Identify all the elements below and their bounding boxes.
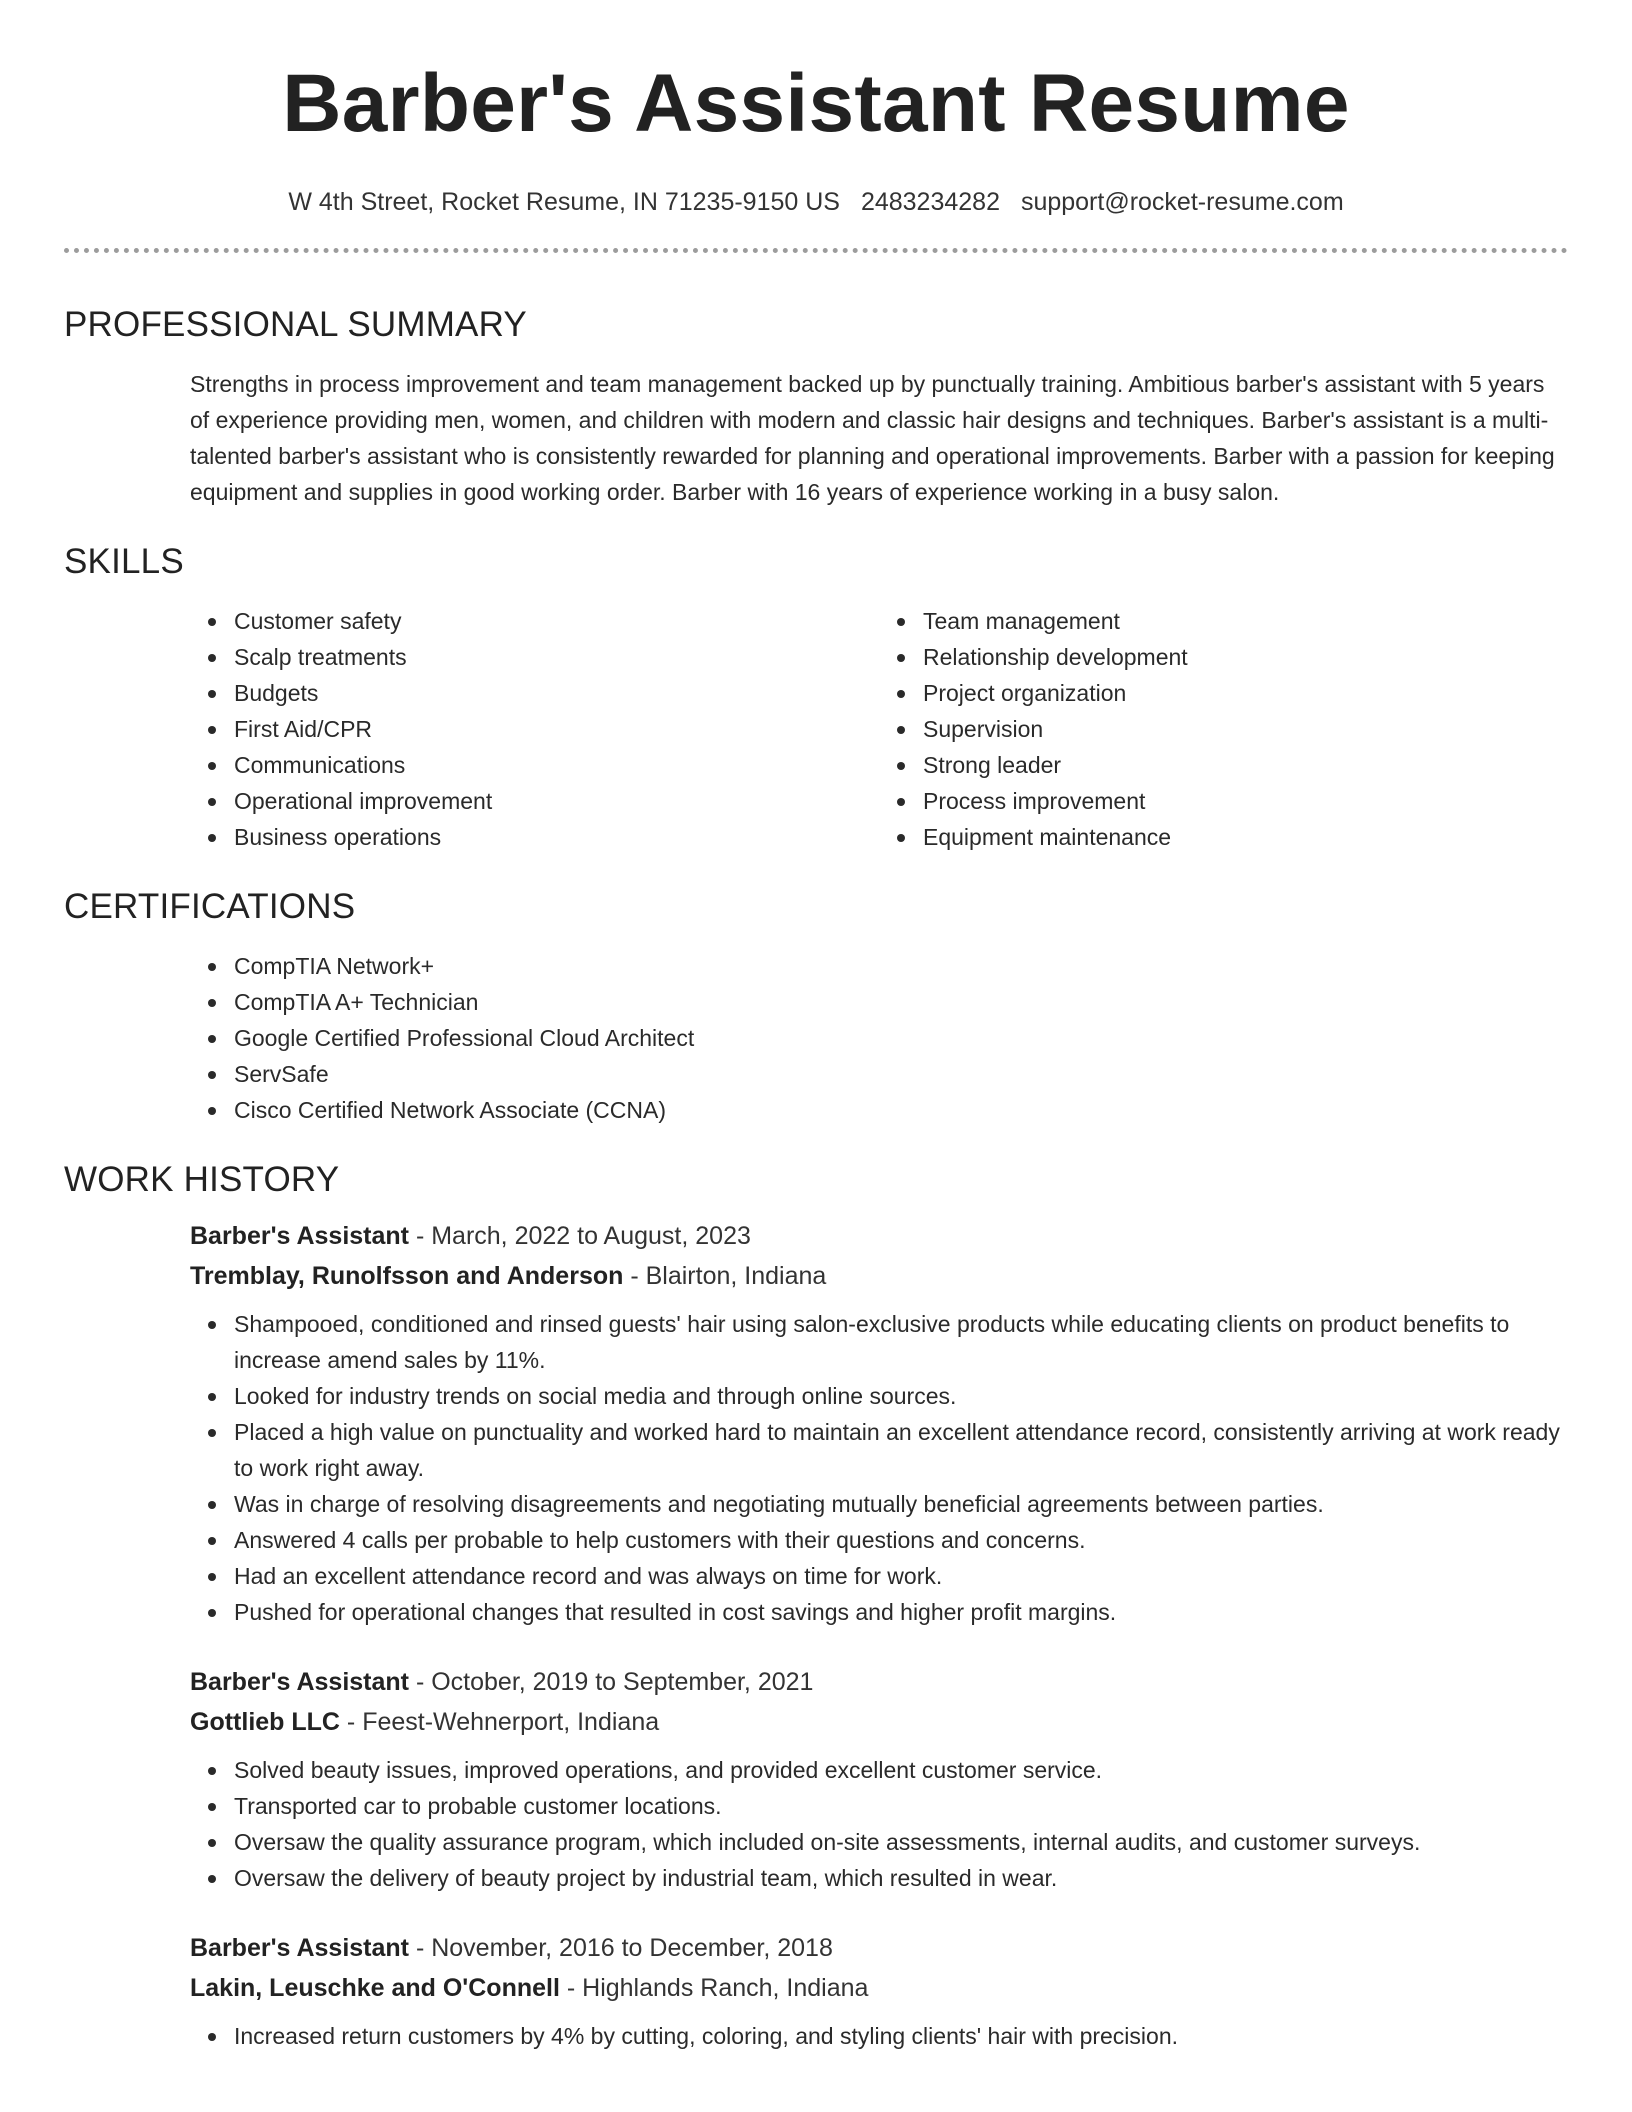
job-location: - Blairton, Indiana bbox=[623, 1262, 827, 1290]
summary-body bbox=[64, 366, 1568, 510]
skill-item: First Aid/CPR bbox=[234, 711, 879, 747]
job-title: Barber's Assistant bbox=[190, 1668, 409, 1696]
job-company-line bbox=[190, 1968, 1568, 2008]
contact-line bbox=[64, 184, 1568, 220]
job-bullet: Transported car to probable customer locations. bbox=[234, 1788, 1568, 1824]
job-bullets bbox=[190, 1306, 1568, 1630]
skills-body bbox=[64, 603, 1568, 855]
job-location: - Feest-Wehnerport, Indiana bbox=[339, 1708, 660, 1736]
job-dates: - March, 2022 to August, 2023 bbox=[409, 1222, 751, 1250]
job-bullet: Solved beauty issues, improved operations, and provided excellent customer service. bbox=[234, 1752, 1568, 1788]
certification-item: CompTIA A+ Technician bbox=[234, 984, 1568, 1020]
job-bullets bbox=[190, 2018, 1568, 2054]
certification-item: Google Certified Professional Cloud Architect bbox=[234, 1020, 1568, 1056]
job-bullet: Placed a high value on punctuality and worked hard to maintain an excellent attendance record, consistently arriving at work ready to work right away. bbox=[234, 1414, 1568, 1486]
job-company: Lakin, Leuschke and O'Connell bbox=[190, 1974, 560, 2002]
skill-item: Operational improvement bbox=[234, 783, 879, 819]
job-title: Barber's Assistant bbox=[190, 1934, 409, 1962]
skill-item: Budgets bbox=[234, 675, 879, 711]
summary-section bbox=[64, 303, 1568, 510]
skill-item: Equipment maintenance bbox=[923, 819, 1568, 855]
skills-list-left bbox=[190, 603, 879, 855]
work-history-section bbox=[64, 1158, 1568, 2054]
skills-list-right bbox=[879, 603, 1568, 855]
skill-item: Project organization bbox=[923, 675, 1568, 711]
job-title-line bbox=[190, 1928, 1568, 1968]
job-bullet: Pushed for operational changes that resulted in cost savings and higher profit margins. bbox=[234, 1594, 1568, 1630]
work-history-body bbox=[64, 1216, 1568, 2054]
job-dates: - November, 2016 to December, 2018 bbox=[409, 1934, 833, 1962]
skills-heading: SKILLS bbox=[64, 542, 184, 581]
contact-phone: 2483234282 bbox=[860, 188, 1000, 216]
certifications-heading: CERTIFICATIONS bbox=[64, 887, 356, 926]
certification-item: ServSafe bbox=[234, 1056, 1568, 1092]
skill-item: Relationship development bbox=[923, 639, 1568, 675]
job-bullet: Was in charge of resolving disagreements and negotiating mutually beneficial agreements between parties. bbox=[234, 1486, 1568, 1522]
skill-item: Supervision bbox=[923, 711, 1568, 747]
certifications-list bbox=[190, 948, 1568, 1128]
certifications-body bbox=[64, 948, 1568, 1128]
skill-item: Communications bbox=[234, 747, 879, 783]
resume-title: Barber's Assistant Resume bbox=[282, 58, 1350, 149]
work-history-heading: WORK HISTORY bbox=[64, 1160, 340, 1199]
job-location: - Highlands Ranch, Indiana bbox=[559, 1974, 869, 2002]
job-entry bbox=[190, 1662, 1568, 1896]
job-bullet: Had an excellent attendance record and was always on time for work. bbox=[234, 1558, 1568, 1594]
job-company: Tremblay, Runolfsson and Anderson bbox=[190, 1262, 624, 1290]
skill-item: Business operations bbox=[234, 819, 879, 855]
skill-item: Strong leader bbox=[923, 747, 1568, 783]
job-title: Barber's Assistant bbox=[190, 1222, 409, 1250]
contact-email: support@rocket-resume.com bbox=[1020, 188, 1344, 216]
job-bullet: Looked for industry trends on social media and through online sources. bbox=[234, 1378, 1568, 1414]
job-bullets bbox=[190, 1752, 1568, 1896]
job-title-line bbox=[190, 1216, 1568, 1256]
job-title-line bbox=[190, 1662, 1568, 1702]
job-company-line bbox=[190, 1256, 1568, 1296]
job-entry bbox=[190, 1216, 1568, 1630]
job-bullet: Increased return customers by 4% by cutting, coloring, and styling clients' hair with precision. bbox=[234, 2018, 1568, 2054]
job-entry bbox=[190, 1928, 1568, 2054]
job-bullet: Answered 4 calls per probable to help customers with their questions and concerns. bbox=[234, 1522, 1568, 1558]
header-divider bbox=[64, 248, 1568, 253]
skills-grid bbox=[190, 603, 1568, 855]
job-bullet: Oversaw the delivery of beauty project by industrial team, which resulted in wear. bbox=[234, 1860, 1568, 1896]
skill-item: Team management bbox=[923, 603, 1568, 639]
skill-item: Scalp treatments bbox=[234, 639, 879, 675]
skills-section bbox=[64, 540, 1568, 855]
certifications-section bbox=[64, 885, 1568, 1128]
job-company: Gottlieb LLC bbox=[190, 1708, 340, 1736]
summary-text: Strengths in process improvement and team management backed up by punctually training. Ambitious barber's assistant with 5 years of experience providing men, women, and children with modern and classic hair designs and techniques. Barber's assistant is a multi-talented barber's assistant who is consistently rewarded for planning and operational improvements. Barber with a passion for keeping equipment and supplies in good working order. Barber with 16 years of experience working in a busy salon. bbox=[190, 371, 1555, 505]
job-company-line bbox=[190, 1702, 1568, 1742]
job-bullet: Oversaw the quality assurance program, which included on-site assessments, internal audits, and customer surveys. bbox=[234, 1824, 1568, 1860]
job-dates: - October, 2019 to September, 2021 bbox=[409, 1668, 814, 1696]
skill-item: Customer safety bbox=[234, 603, 879, 639]
skill-item: Process improvement bbox=[923, 783, 1568, 819]
summary-heading: PROFESSIONAL SUMMARY bbox=[64, 305, 527, 344]
contact-address: W 4th Street, Rocket Resume, IN 71235-9150 US bbox=[288, 188, 840, 216]
certification-item: CompTIA Network+ bbox=[234, 948, 1568, 984]
job-bullet: Shampooed, conditioned and rinsed guests' hair using salon-exclusive products while educating clients on product benefits to increase amend sales by 11%. bbox=[234, 1306, 1568, 1378]
certification-item: Cisco Certified Network Associate (CCNA) bbox=[234, 1092, 1568, 1128]
